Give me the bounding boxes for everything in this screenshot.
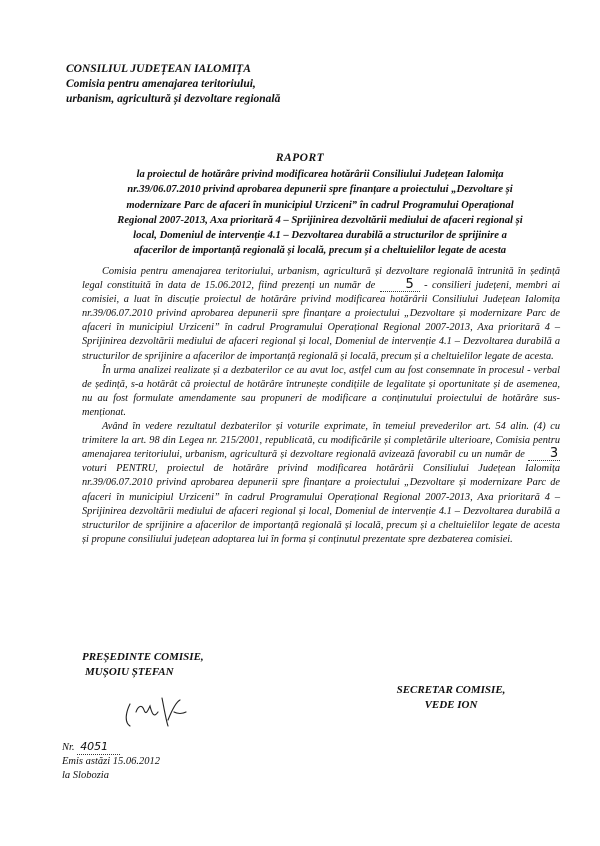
document-title: RAPORT (275, 152, 325, 164)
subject-line: la proiectul de hotărâre privind modificarea hotărârii Consiliului Județean Ialomița (136, 169, 504, 180)
subject-line: Regional 2007-2013, Axa prioritară 4 – Sprijinirea dezvoltării mediului de afaceri regional și (117, 214, 523, 226)
secretary-title: SECRETAR COMISIE, (396, 684, 506, 696)
president-block (82, 650, 204, 680)
paragraph-text: voturi PENTRU, proiectul de hotărâre privind modificarea hotărârii Consiliului Județean Ialomița nr.39/06.07.2010 privind aprobarea depunerii spre finanțare a proiectului „Dezvoltare și modernizare Parc de afaceri în municipiul Urziceni” în cadrul Programului Operațional Regional 2007-2013, Axa prioritară 4 – Sprijinirea dezvoltării mediului de afaceri regional și local, Domeniul de intervenție 4.1 – Dezvoltarea durabilă a structurilor de sprijinire a afacerilor de importanță regională și locală, precum și a cheltuielilor legate de acesta și propune consiliului județean adoptarea lui în forma și conținutul prezentate spre dezbaterea comisiei. (82, 463, 560, 545)
report-body (82, 265, 560, 547)
votes-count-handwritten: 3 (528, 448, 560, 461)
registration-number (62, 740, 160, 755)
document-subject (82, 167, 558, 259)
council-name: CONSILIUL JUDEȚEAN IALOMIȚA (66, 63, 251, 75)
issue-date: Emis astăzi 15.06.2012 (62, 756, 161, 767)
president-signature (122, 690, 192, 732)
paragraph-text: - consilieri județeni, membri ai comisiei, a luat în discuție proiectul de hotărâre privind modificarea hotărârii Consiliului Județean Ialomița nr.39/06.07.2010 privind aprobarea depunerii spre finanțare a proiectului „Dezvoltare și modernizare Parc de afaceri în municipiul Urziceni” în cadrul Programului Operațional Regional 2007-2013, Axa prioritară 4 – Sprijinirea dezvoltării mediului de afaceri regional și local, Domeniul de intervenție 4.1 – Dezvoltarea durabilă a structurilor de sprijinire a afacerilor de importanță regională și locală, precum și a cheltuielilor legate de acesta. (82, 280, 560, 362)
paragraph-text: Comisia pentru amenajarea teritoriului, urbanism, agricultură și dezvoltare regională întrunită în ședință legal constituită în data de 15.06.2012, fiind prezenți un număr de (82, 266, 560, 292)
subject-line: nr.39/06.07.2010 privind aprobarea depunerii spre finanțare a proiectului „Dezvoltare și (127, 184, 513, 196)
registration-info (62, 740, 160, 783)
secretary-block (376, 683, 526, 713)
subject-line: afacerilor de importanță regională și locală, precum și a cheltuielilor legate de acesta (133, 245, 507, 257)
subject-line: modernizare Parc de afaceri în municipiul Urziceni” în cadrul Programului Operațional (126, 199, 514, 211)
nr-value-handwritten: 4051 (77, 740, 120, 755)
nr-label: Nr. (62, 742, 75, 753)
paragraph-decision (82, 420, 560, 547)
president-title: PREȘEDINTE COMISIE, (82, 651, 204, 663)
paragraph-meeting (82, 265, 560, 364)
members-count-handwritten: 5 (380, 279, 420, 292)
commission-name-line2: urbanism, agricultură și dezvoltare regională (66, 93, 281, 105)
subject-line: local, Domeniul de intervenție 4.1 – Dezvoltarea durabilă a structurilor de sprijinire a (133, 230, 507, 242)
paragraph-analysis: În urma analizei realizate și a dezbaterilor ce au avut loc, astfel cum au fost consemnate în procesul - verbal de ședință, s-a hotărât că proiectul de hotărâre întrunește condițiile de legalitate și oportunitate și de asemenea, nu au fost formulate amendamente sau propuneri de modificare a conținutului proiectului de hotărâre sus-menționat. (82, 364, 560, 418)
issue-place: la Slobozia (62, 770, 109, 781)
president-name: MUȘOIU ȘTEFAN (85, 666, 174, 678)
secretary-name: VEDE ION (424, 699, 478, 711)
document-header (66, 62, 280, 107)
paragraph-text: Având în vedere rezultatul dezbaterilor și voturile exprimate, în temeiul prevederilor art. 54 alin. (4) cu trimitere la art. 98 din Legea nr. 215/2001, republicată, cu modificările și completările ulterioare, Comisia pentru amenajarea teritoriului, urbanism, agricultură și dezvoltare regională avizează favorabil cu un număr de (82, 421, 560, 461)
commission-name-line1: Comisia pentru amenajarea teritoriului, (66, 78, 256, 90)
